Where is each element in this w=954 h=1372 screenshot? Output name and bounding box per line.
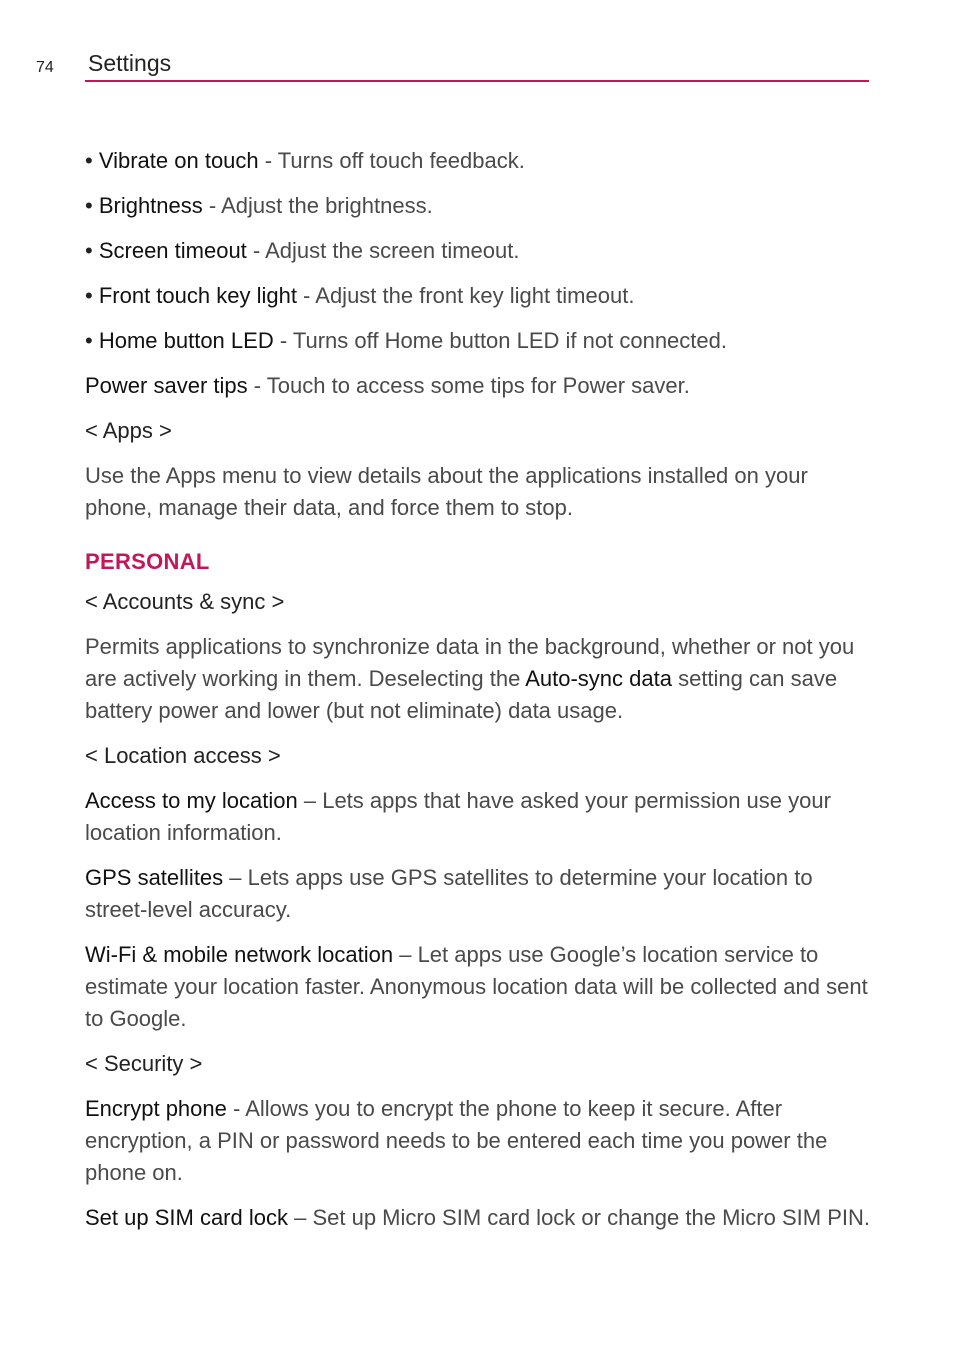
apps-heading: < Apps > xyxy=(85,418,172,443)
location-item-desc: – Lets apps that have asked your permission use your location information. xyxy=(85,788,831,845)
bullet-screen-timeout xyxy=(85,235,870,267)
accounts-sync-description xyxy=(85,631,870,727)
location-access-heading: < Location access > xyxy=(85,743,281,768)
bullet-dot: • xyxy=(85,283,99,308)
apps-description: Use the Apps menu to view details about the applications installed on your phone, manage their data, and force them to stop. xyxy=(85,463,808,520)
power-saver-tips-term: Power saver tips xyxy=(85,373,248,398)
location-item-term: GPS satellites xyxy=(85,865,224,890)
bullet-desc: - Turns off touch feedback. xyxy=(258,148,525,173)
location-item-term: Access to my location xyxy=(85,788,298,813)
security-item-term: Set up SIM card lock xyxy=(85,1205,288,1230)
power-saver-tips xyxy=(85,370,870,402)
power-saver-tips-desc: - Touch to access some tips for Power saver. xyxy=(247,373,690,398)
bullet-desc: - Adjust the front key light timeout. xyxy=(296,283,635,308)
header-rule xyxy=(85,80,869,82)
auto-sync-data-term: Auto-sync data xyxy=(525,666,672,691)
page-number: 74 xyxy=(36,59,54,76)
bullet-brightness xyxy=(85,190,870,222)
bullet-desc: - Turns off Home button LED if not connected. xyxy=(273,328,727,353)
security-item-desc: - Allows you to encrypt the phone to keep it secure. After encryption, a PIN or password needs to be entered each time you power the phone on. xyxy=(85,1096,828,1185)
bullet-dot: • xyxy=(85,238,99,263)
bullet-home-button-led xyxy=(85,325,870,357)
location-item-wifi-mobile-network xyxy=(85,939,870,1035)
section-title: Settings xyxy=(88,50,172,76)
bullet-desc: - Adjust the screen timeout. xyxy=(246,238,520,263)
bullet-vibrate-on-touch xyxy=(85,145,870,177)
bullet-term: Home button LED xyxy=(98,328,274,353)
location-item-access-to-my-location xyxy=(85,785,870,849)
security-item-term: Encrypt phone xyxy=(85,1096,227,1121)
page-content xyxy=(85,145,870,1247)
bullet-term: Front touch key light xyxy=(98,283,297,308)
location-item-desc: – Lets apps use GPS satellites to determine your location to street-level accuracy. xyxy=(85,865,813,922)
personal-category-heading: PERSONAL xyxy=(85,549,210,574)
bullet-dot: • xyxy=(85,328,99,353)
bullet-dot: • xyxy=(85,148,99,173)
bullet-desc: - Adjust the brightness. xyxy=(202,193,433,218)
location-item-desc: – Let apps use Google’s location service to estimate your location faster. Anonymous location data will be collected and sent to Google. xyxy=(85,942,868,1031)
security-item-sim-card-lock xyxy=(85,1202,870,1234)
location-item-term: Wi-Fi & mobile network location xyxy=(85,942,394,967)
bullet-term: Brightness xyxy=(98,193,203,218)
accounts-text-part-1: Permits applications to synchronize data in the background, whether or not you are actively working in them. Deselecting the xyxy=(85,634,855,691)
security-heading: < Security > xyxy=(85,1051,203,1076)
security-item-desc: – Set up Micro SIM card lock or change the Micro SIM PIN. xyxy=(287,1205,870,1230)
location-item-gps-satellites xyxy=(85,862,870,926)
bullet-dot: • xyxy=(85,193,99,218)
bullet-term: Screen timeout xyxy=(98,238,247,263)
security-item-encrypt-phone xyxy=(85,1093,870,1189)
bullet-front-touch-key-light xyxy=(85,280,870,312)
accounts-text-part-2: setting can save battery power and lower (but not eliminate) data usage. xyxy=(85,666,838,723)
accounts-sync-heading: < Accounts & sync > xyxy=(85,589,285,614)
bullet-term: Vibrate on touch xyxy=(98,148,259,173)
